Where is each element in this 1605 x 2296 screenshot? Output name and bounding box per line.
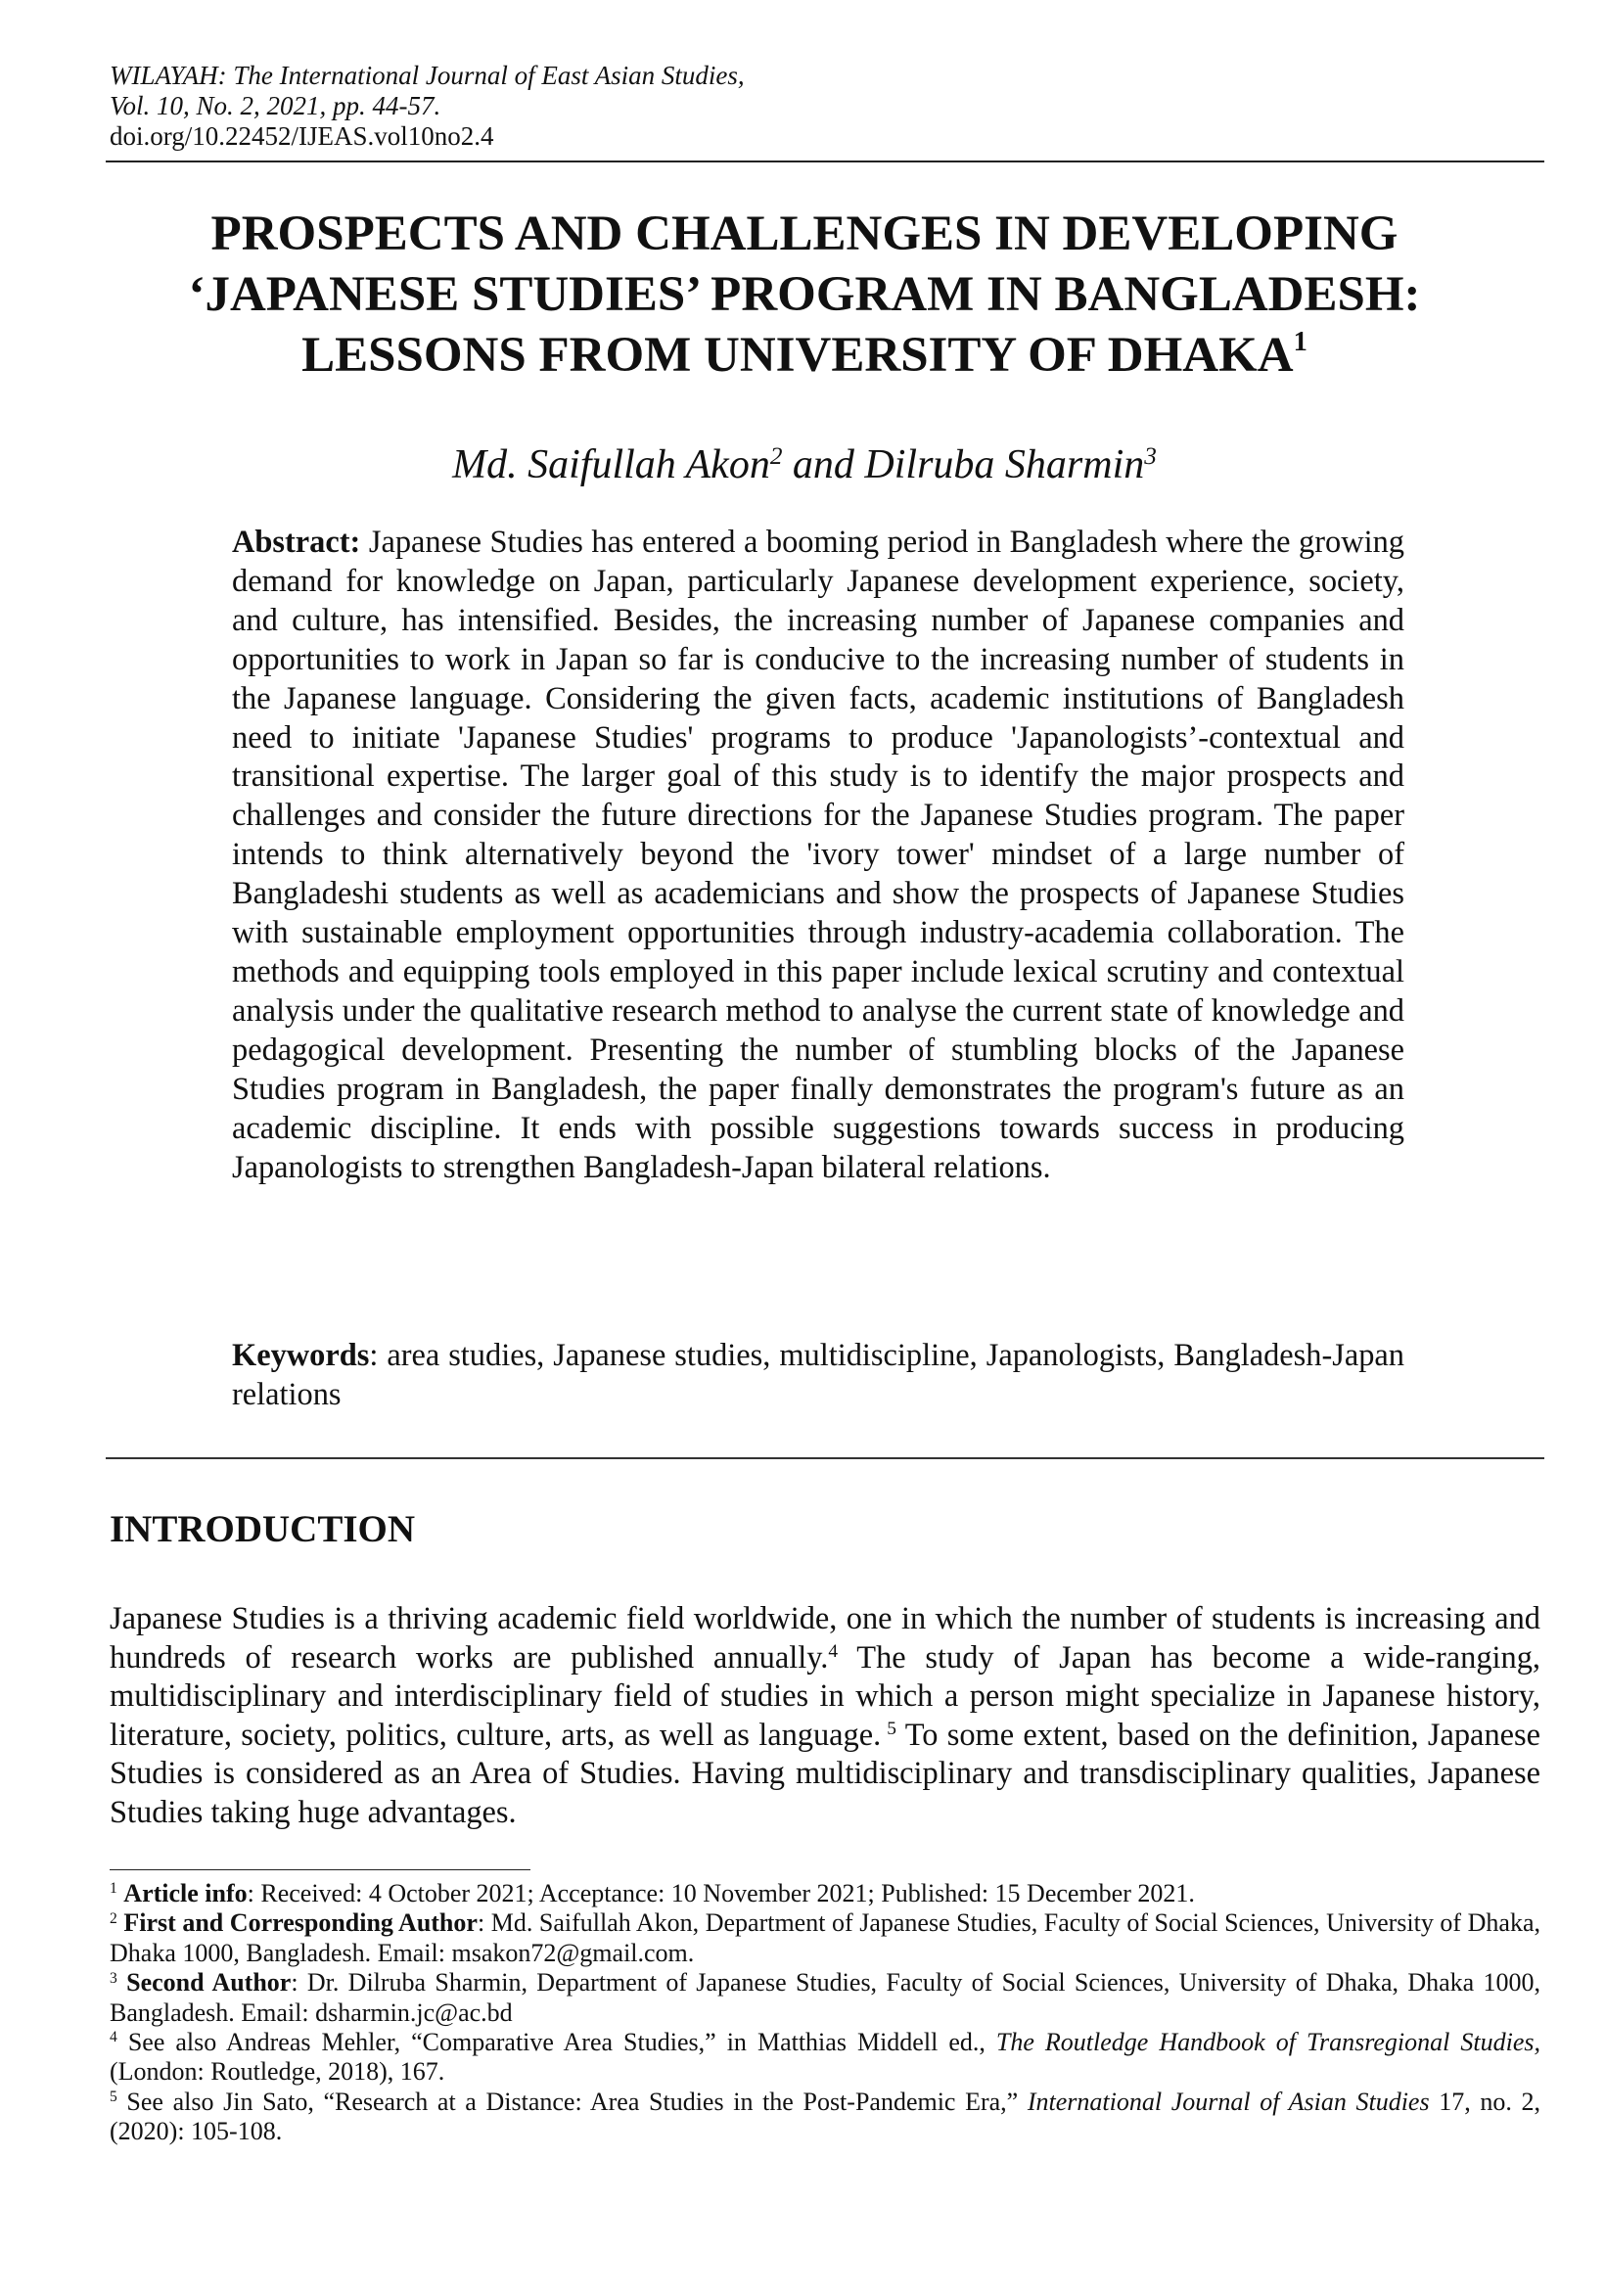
keywords — [232, 1336, 1404, 1414]
footnote-text: See also Jin Sato, “Research at a Distance: Area Studies in the Post-Pandemic Era,” — [116, 2087, 1028, 2116]
footnote-text: : Md. Saifullah Akon, Department of Japanese Studies, Faculty of Social Sciences, University of Dhaka, Dhaka 1000, Bangladesh. Email: msakon72@gmail.com. — [110, 1908, 1540, 1967]
journal-volume: Vol. 10, No. 2, 2021, pp. 44-57. — [110, 91, 441, 120]
keywords-text: : area studies, Japanese studies, multidiscipline, Japanologists, Bangladesh-Japan relations — [232, 1338, 1404, 1412]
footnote-2 — [110, 1908, 1540, 1968]
footnote-mark: 1 — [110, 1880, 117, 1898]
header-divider — [106, 161, 1544, 162]
intro-text-2: The study of Japan has become a wide-ranging, multidisciplinary and interdisciplinary field of studies in which a person might specialize in Japanese history, literature, society, politics, culture, arts, as well as language. — [110, 1639, 1540, 1753]
footnote-text-end: (London: Routledge, 2018), 167. — [110, 2057, 445, 2087]
author-2-footnote-mark[interactable]: 3 — [1144, 443, 1157, 471]
intro-text-1: Japanese Studies is a thriving academic field worldwide, one in which the number of students is increasing and hundreds of research works are published annually. — [110, 1601, 1540, 1676]
author-2: Dilruba Sharmin — [864, 442, 1145, 487]
intro-text-3: To some extent, based on the definition, Japanese Studies is considered as an Area of Studies. Having multidisciplinary and transdisciplinary qualities, Japanese Studies taking huge advantages. — [110, 1717, 1540, 1830]
intro-footnote-mark-4[interactable]: 4 — [828, 1640, 839, 1662]
title-line-3 — [110, 325, 1499, 386]
journal-header — [110, 61, 1538, 152]
footnote-mark: 4 — [110, 2029, 117, 2046]
footnote-mark: 5 — [110, 2089, 117, 2106]
footnote-mark: 3 — [110, 1969, 117, 1987]
intro-footnote-mark-5[interactable]: 5 — [881, 1719, 896, 1740]
footnote-label: First and Corresponding Author — [123, 1908, 478, 1938]
introduction-paragraph — [110, 1600, 1540, 1833]
footnote-mark: 2 — [110, 1909, 117, 1927]
abstract-text: Japanese Studies has entered a booming period in Bangladesh where the growing demand for knowledge on Japan, particularly Japanese development experience, society, and culture, has intensified. Besides, the increasing number of Japanese companies and opportunities to work in Japan so far is conducive to the increasing number of students in the Japanese language. Considering the given facts, academic institutions of Bangladesh need to initiate 'Japanese Studies' programs to produce 'Japanologists’-contextual and transitional expertise. The larger goal of this study is to identify the major prospects and challenges and consider the future directions for the Japanese Studies program. The paper intends to think alternatively beyond the 'ivory tower' mindset of a large number of Bangladeshi students as well as academicians and show the prospects of Japanese Studies with sustainable employment opportunities through industry-academia collaboration. The methods and equipping tools employed in this paper include lexical scrutiny and contextual analysis under the qualitative research method to analyse the current state of knowledge and pedagogical development. Presenting the number of stumbling blocks of the Japanese Studies program in Bangladesh, the paper finally demonstrates the program's future as an academic discipline. It ends with possible suggestions towards success in producing Japanologists to strengthen Bangladesh-Japan bilateral relations. — [232, 525, 1404, 1185]
footnote-3 — [110, 1968, 1540, 2028]
abstract — [232, 524, 1404, 1187]
title-line-3-text: LESSONS FROM UNIVERSITY OF DHAKA — [301, 328, 1294, 383]
introduction-heading: INTRODUCTION — [110, 1508, 416, 1550]
title-footnote-mark[interactable]: 1 — [1293, 326, 1307, 357]
footnote-text: : Received: 4 October 2021; Acceptance: 10 November 2021; Published: 15 December 2021. — [247, 1879, 1195, 1907]
title-line-2: ‘JAPANESE STUDIES’ PROGRAM IN BANGLADESH: — [188, 267, 1421, 322]
section-divider — [106, 1457, 1544, 1459]
abstract-label: Abstract: — [232, 525, 361, 560]
footnotes — [110, 1879, 1540, 2147]
footnote-text: : Dr. Dilruba Sharmin, Department of Japanese Studies, Faculty of Social Sciences, University of Dhaka, Dhaka 1000, Bangladesh. Email: dsharmin.jc@ac.bd — [110, 1968, 1541, 2027]
footnote-1 — [110, 1879, 1540, 1908]
footnote-label: Second Author — [126, 1968, 292, 1998]
author-line — [110, 440, 1499, 489]
footnote-text: See also Andreas Mehler, “Comparative Area Studies,” in Matthias Middell ed., — [116, 2028, 996, 2057]
author-1-footnote-mark[interactable]: 2 — [769, 443, 783, 471]
author-conjunction: and — [782, 442, 865, 487]
footnote-divider — [110, 1869, 530, 1870]
footnote-5 — [110, 2088, 1540, 2147]
footnote-label: Article info — [123, 1879, 248, 1907]
article-title — [110, 204, 1499, 386]
title-line-1: PROSPECTS AND CHALLENGES IN DEVELOPING — [210, 207, 1399, 261]
footnote-text-end: 17, no. 2, (2020): 105-108. — [110, 2087, 1540, 2146]
doi-link[interactable]: doi.org/10.22452/IJEAS.vol10no2.4 — [110, 121, 494, 151]
journal-name: WILAYAH: The International Journal of East Asian Studies, — [110, 61, 745, 90]
footnote-citation-title: International Journal of Asian Studies — [1027, 2087, 1430, 2116]
footnote-4 — [110, 2028, 1540, 2088]
footnote-citation-title: The Routledge Handbook of Transregional Studies, — [995, 2028, 1540, 2057]
keywords-label: Keywords — [232, 1338, 370, 1373]
author-1: Md. Saifullah Akon — [452, 442, 770, 487]
